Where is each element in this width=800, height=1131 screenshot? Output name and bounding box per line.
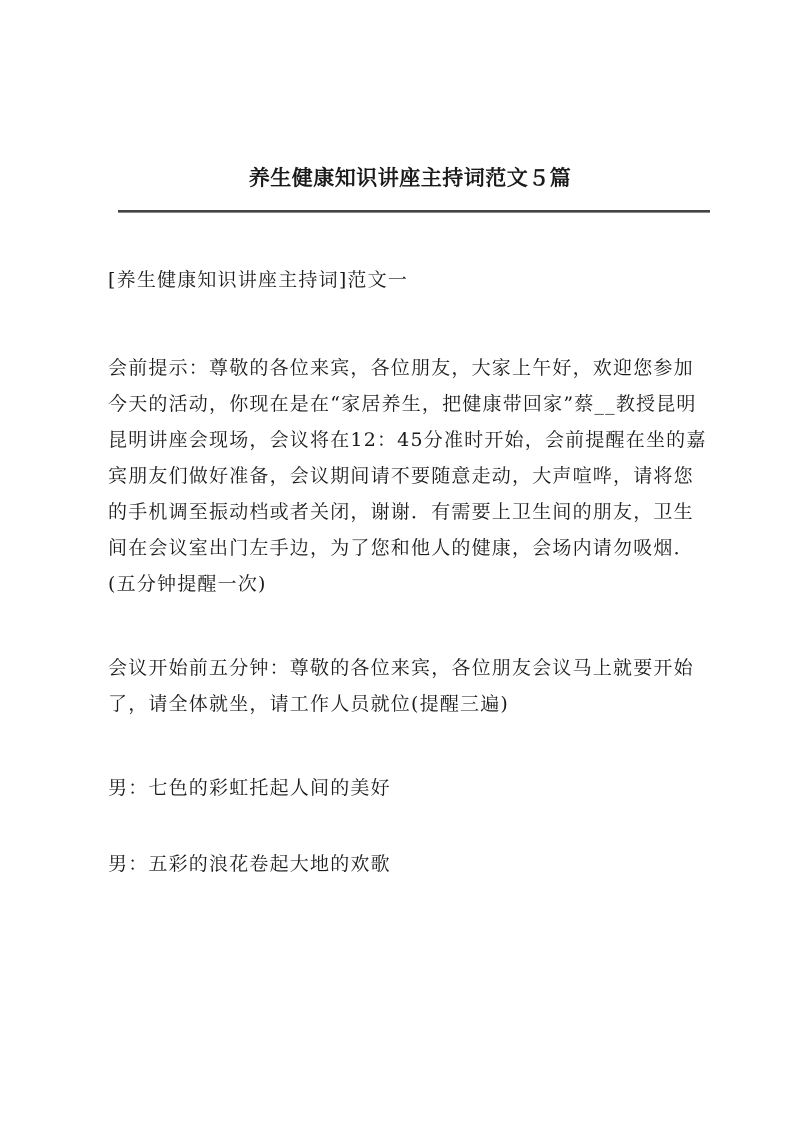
paragraph-opening-notice: 会前提示：尊敬的各位来宾，各位朋友，大家上午好，欢迎您参加今天的活动，你现在是在“家居养生，把健康带回家”蔡__教授昆明昆明讲座会现场，会议将在12：45分准时开始，会前提醒在坐的嘉宾朋友们做好准备，会议期间请不要随意走动，大声喧哗，请将您的手机调至振动档或者关闭，谢谢．有需要上卫生间的朋友，卫生间在会议室出门左手边，为了您和他人的健康，会场内请勿吸烟．(五分钟提醒一次)	[108, 357, 707, 595]
paragraph-five-minute-notice: 会议开始前五分钟：尊敬的各位来宾，各位朋友会议马上就要开始了，请全体就坐，请工作人员就位(提醒三遍)	[108, 657, 694, 715]
page-title: 养生健康知识讲座主持词范文５篇	[248, 165, 572, 190]
section-heading: [养生健康知识讲座主持词]范文一	[108, 269, 409, 291]
paragraph-male-line-1: 男：七色的彩虹托起人间的美好	[108, 777, 391, 799]
paragraph-male-line-2: 男：五彩的浪花卷起大地的欢歌	[108, 853, 391, 875]
document-body	[108, 262, 712, 922]
title-divider	[118, 210, 710, 213]
